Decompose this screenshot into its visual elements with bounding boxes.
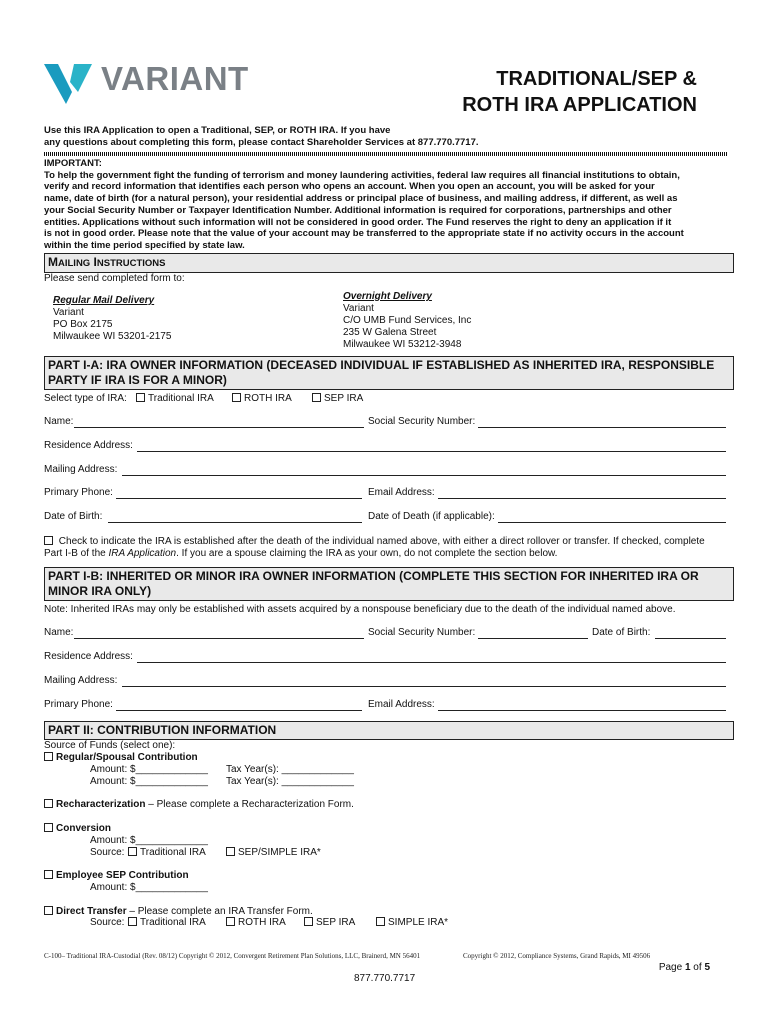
inherited-note: Note: Inherited IRAs may only be established with assets acquired by a nonspouse beneficiary due to the death of the individual named above.	[44, 604, 676, 615]
variant-logo-mark	[44, 62, 94, 104]
section-header-part1a: PART I-A: IRA OWNER INFORMATION (DECEASED INDIVIDUAL IF ESTABLISHED AS INHERITED IRA, RESPONSIBLE PARTY IF IRA IS FOR A MINOR)	[44, 356, 734, 390]
email-label: Email Address:	[368, 699, 435, 710]
name-label: Name:	[44, 416, 74, 427]
dob-field[interactable]	[655, 638, 726, 639]
checkbox-direct-transfer[interactable]: Direct Transfer – Please complete an IRA Transfer Form.	[44, 906, 313, 917]
name-field[interactable]	[74, 427, 364, 428]
residence-address-label: Residence Address:	[44, 440, 133, 451]
footer-copyright-right: Copyright © 2012, Compliance Systems, Grand Rapids, MI 49506	[463, 952, 651, 960]
ssn-label: Social Security Number:	[368, 416, 476, 427]
checkbox-conv-sep-simple[interactable]: SEP/SIMPLE IRA*	[226, 847, 321, 858]
address-line: Variant	[53, 307, 84, 318]
intro-line: Use this IRA Application to open a Traditional, SEP, or ROTH IRA. If you have	[44, 125, 391, 136]
regular-mail-block	[53, 295, 171, 343]
mailing-address-field[interactable]	[122, 686, 726, 687]
inherited-check-text: Check to indicate the IRA is established after the death of the individual named above, with either a direct rollover or transfer. If checked, complete Part I-B of the IRA Application. If you are a spouse claiming the IRA as your own, do not complete the section below.	[44, 536, 705, 559]
ssn-field[interactable]	[478, 427, 726, 428]
dod-field[interactable]	[498, 522, 726, 523]
employee-sep-amount[interactable]: Amount: $_____________	[90, 882, 208, 893]
checkbox-icon[interactable]	[44, 752, 53, 761]
checkbox-recharacterization[interactable]: Recharacterization – Please complete a Recharacterization Form.	[44, 799, 354, 810]
important-line: entities. Applications without such information will not be considered in good order. The Fund reserves the right to deny an application if it	[44, 216, 672, 228]
intro-text	[44, 125, 724, 149]
checkbox-regular-contribution[interactable]: Regular/Spousal Contribution	[44, 752, 198, 763]
section-header-part2: PART II: CONTRIBUTION INFORMATION	[44, 721, 734, 740]
intro-line: any questions about completing this form, please contact Shareholder Services at 877.770.7717.	[44, 137, 479, 148]
checkbox-icon[interactable]	[128, 917, 137, 926]
checkbox-dt-traditional[interactable]: Traditional IRA	[128, 917, 206, 928]
checkbox-sep-ira[interactable]: SEP IRA	[312, 393, 363, 404]
checkbox-icon[interactable]	[312, 393, 321, 402]
regular-amount[interactable]: Amount: $_____________	[90, 764, 208, 775]
residence-address-label: Residence Address:	[44, 651, 133, 662]
important-line: To help the government fight the funding of terrorism and money laundering activities, federal law requires all financial institutions to obtain,	[44, 169, 680, 181]
checkbox-conv-traditional[interactable]: Traditional IRA	[128, 847, 206, 858]
variant-logo-text: VARIANT	[101, 60, 249, 97]
form-title-line2: ROTH IRA APPLICATION	[462, 94, 697, 116]
important-line: your Social Security Number or Taxpayer Identification Number. Additional information is required for corporations, partnerships and other	[44, 204, 672, 216]
dob-label: Date of Birth:	[592, 627, 651, 638]
checkbox-traditional-ira[interactable]: Traditional IRA	[136, 393, 214, 404]
email-field[interactable]	[438, 710, 726, 711]
mailing-address-label: Mailing Address:	[44, 464, 118, 475]
checkbox-dt-simple[interactable]: SIMPLE IRA*	[376, 917, 448, 928]
dod-label: Date of Death (if applicable):	[368, 511, 495, 522]
name-label: Name:	[44, 627, 74, 638]
conversion-amount[interactable]: Amount: $_____________	[90, 835, 208, 846]
overnight-heading: Overnight Delivery	[343, 291, 432, 302]
important-notice	[44, 158, 728, 252]
page-number: Page 1 of 5	[658, 962, 710, 973]
important-line: name, date of birth (for a natural person), your residential address or principal place of business, and mailing address, if different, as well as	[44, 193, 678, 205]
footer-copyright-left: C-100– Traditional IRA-Custodial (Rev. 08/12) Copyright © 2012, Convergent Retirement Plan Solutions, LLC, Brainerd, MN 56401	[44, 952, 421, 960]
checkbox-icon[interactable]	[226, 917, 235, 926]
mailing-address-field[interactable]	[122, 475, 726, 476]
checkbox-icon[interactable]	[226, 847, 235, 856]
overnight-mail-block	[343, 291, 471, 351]
checkbox-dt-sep[interactable]: SEP IRA	[304, 917, 355, 928]
checkbox-employee-sep[interactable]: Employee SEP Contribution	[44, 870, 189, 881]
email-field[interactable]	[438, 498, 726, 499]
important-line: is not in good order. Please note that the value of your account may be transferred to the appropriate state if no activity occurs in the account	[44, 228, 684, 240]
checkbox-conversion[interactable]: Conversion	[44, 823, 111, 834]
checkbox-icon[interactable]	[136, 393, 145, 402]
footer-phone: 877.770.7717	[354, 973, 416, 984]
checkbox-dt-roth[interactable]: ROTH IRA	[226, 917, 286, 928]
primary-phone-field[interactable]	[116, 498, 362, 499]
address-line: Milwaukee WI 53212-3948	[343, 339, 462, 350]
name-field[interactable]	[74, 638, 364, 639]
dob-label: Date of Birth:	[44, 511, 103, 522]
form-title-line1: TRADITIONAL/SEP &	[496, 68, 697, 90]
dob-field[interactable]	[108, 522, 362, 523]
address-line: 235 W Galena Street	[343, 327, 437, 338]
address-line: Milwaukee WI 53201-2175	[53, 331, 172, 342]
hatched-divider	[44, 152, 728, 156]
checkbox-icon[interactable]	[232, 393, 241, 402]
checkbox-icon[interactable]	[44, 870, 53, 879]
email-label: Email Address:	[368, 487, 435, 498]
section-header-part1b: PART I-B: INHERITED OR MINOR IRA OWNER INFORMATION (COMPLETE THIS SECTION FOR INHERITED IRA OR MINOR IRA ONLY)	[44, 567, 734, 601]
primary-phone-label: Primary Phone:	[44, 699, 113, 710]
checkbox-icon[interactable]	[376, 917, 385, 926]
regular-mail-heading: Regular Mail Delivery	[53, 295, 155, 306]
send-to-label: Please send completed form to:	[44, 273, 185, 284]
ssn-label: Social Security Number:	[368, 627, 476, 638]
direct-transfer-source-label: Source:	[90, 917, 125, 928]
residence-address-field[interactable]	[137, 451, 726, 452]
mailing-address-label: Mailing Address:	[44, 675, 118, 686]
checkbox-inherited[interactable]	[44, 536, 53, 545]
address-line: Variant	[343, 303, 374, 314]
regular-tax-year[interactable]: Tax Year(s): _____________	[226, 764, 354, 775]
conversion-source-label: Source:	[90, 847, 125, 858]
checkbox-icon[interactable]	[44, 799, 53, 808]
important-line: verify and record information that identifies each person who opens an account. When you open an account, you will be asked for your	[44, 181, 655, 193]
regular-tax-year-2[interactable]: Tax Year(s): _____________	[226, 776, 354, 787]
primary-phone-label: Primary Phone:	[44, 487, 113, 498]
address-line: PO Box 2175	[53, 319, 113, 330]
checkbox-icon[interactable]	[44, 823, 53, 832]
important-heading: IMPORTANT:	[44, 158, 102, 169]
regular-amount-2[interactable]: Amount: $_____________	[90, 776, 208, 787]
checkbox-icon[interactable]	[128, 847, 137, 856]
checkbox-icon[interactable]	[304, 917, 313, 926]
important-line: within the time period specified by state law.	[44, 239, 245, 251]
section-header-mailing: MAILING INSTRUCTIONS	[44, 253, 734, 273]
ssn-field[interactable]	[478, 638, 588, 639]
residence-address-field[interactable]	[137, 662, 726, 663]
address-line: C/O UMB Fund Services, Inc	[343, 315, 472, 326]
checkbox-icon[interactable]	[44, 906, 53, 915]
source-of-funds-label: Source of Funds (select one):	[44, 740, 176, 751]
checkbox-roth-ira[interactable]: ROTH IRA	[232, 393, 292, 404]
select-ira-type-label: Select type of IRA:	[44, 393, 127, 404]
primary-phone-field[interactable]	[116, 710, 362, 711]
